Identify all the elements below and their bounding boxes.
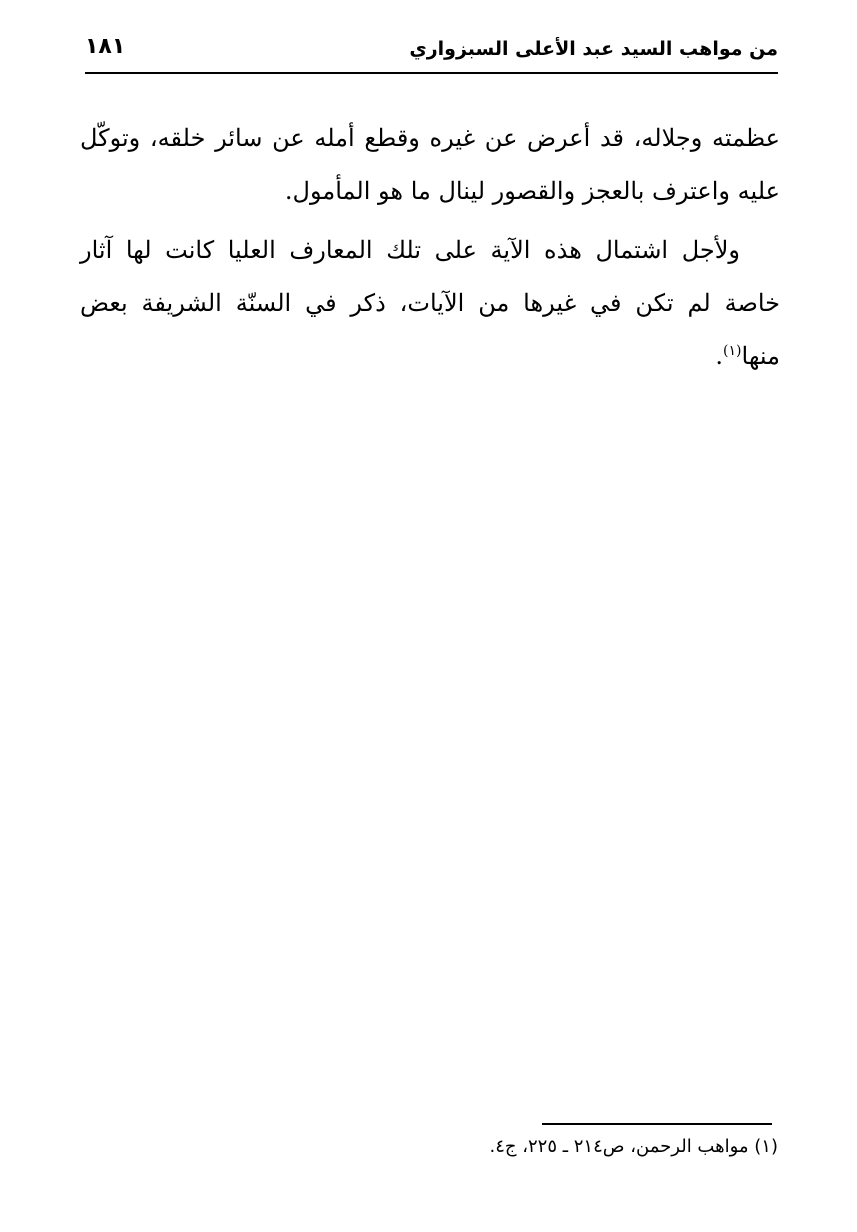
running-title: من مواهب السيد عبد الأعلى السبزواري	[409, 38, 778, 60]
footnote-reference: (١)	[723, 343, 742, 359]
body-text	[80, 112, 780, 389]
paragraph-2-end: .	[715, 342, 724, 370]
page-number: ١٨١	[85, 34, 126, 59]
paragraph-2-text: ولأجل اشتمال هذه الآية على تلك المعارف العليا كانت لها آثار خاصة لم تكن في غيرها من الآيات، ذكر في السنّة الشريفة بعض منها	[80, 236, 780, 370]
footnote: (١) مواهب الرحمن، ص٢١٤ ـ ٢٢٥، ج٤.	[489, 1136, 778, 1157]
page-header	[85, 30, 778, 72]
header-divider	[85, 72, 778, 74]
paragraph-1: عظمته وجلاله، قد أعرض عن غيره وقطع أمله عن سائر خلقه، وتوكّل عليه واعترف بالعجز والقصور لينال ما هو المأمول.	[80, 124, 780, 205]
footnote-divider	[542, 1123, 772, 1125]
paragraph-2	[80, 224, 780, 383]
